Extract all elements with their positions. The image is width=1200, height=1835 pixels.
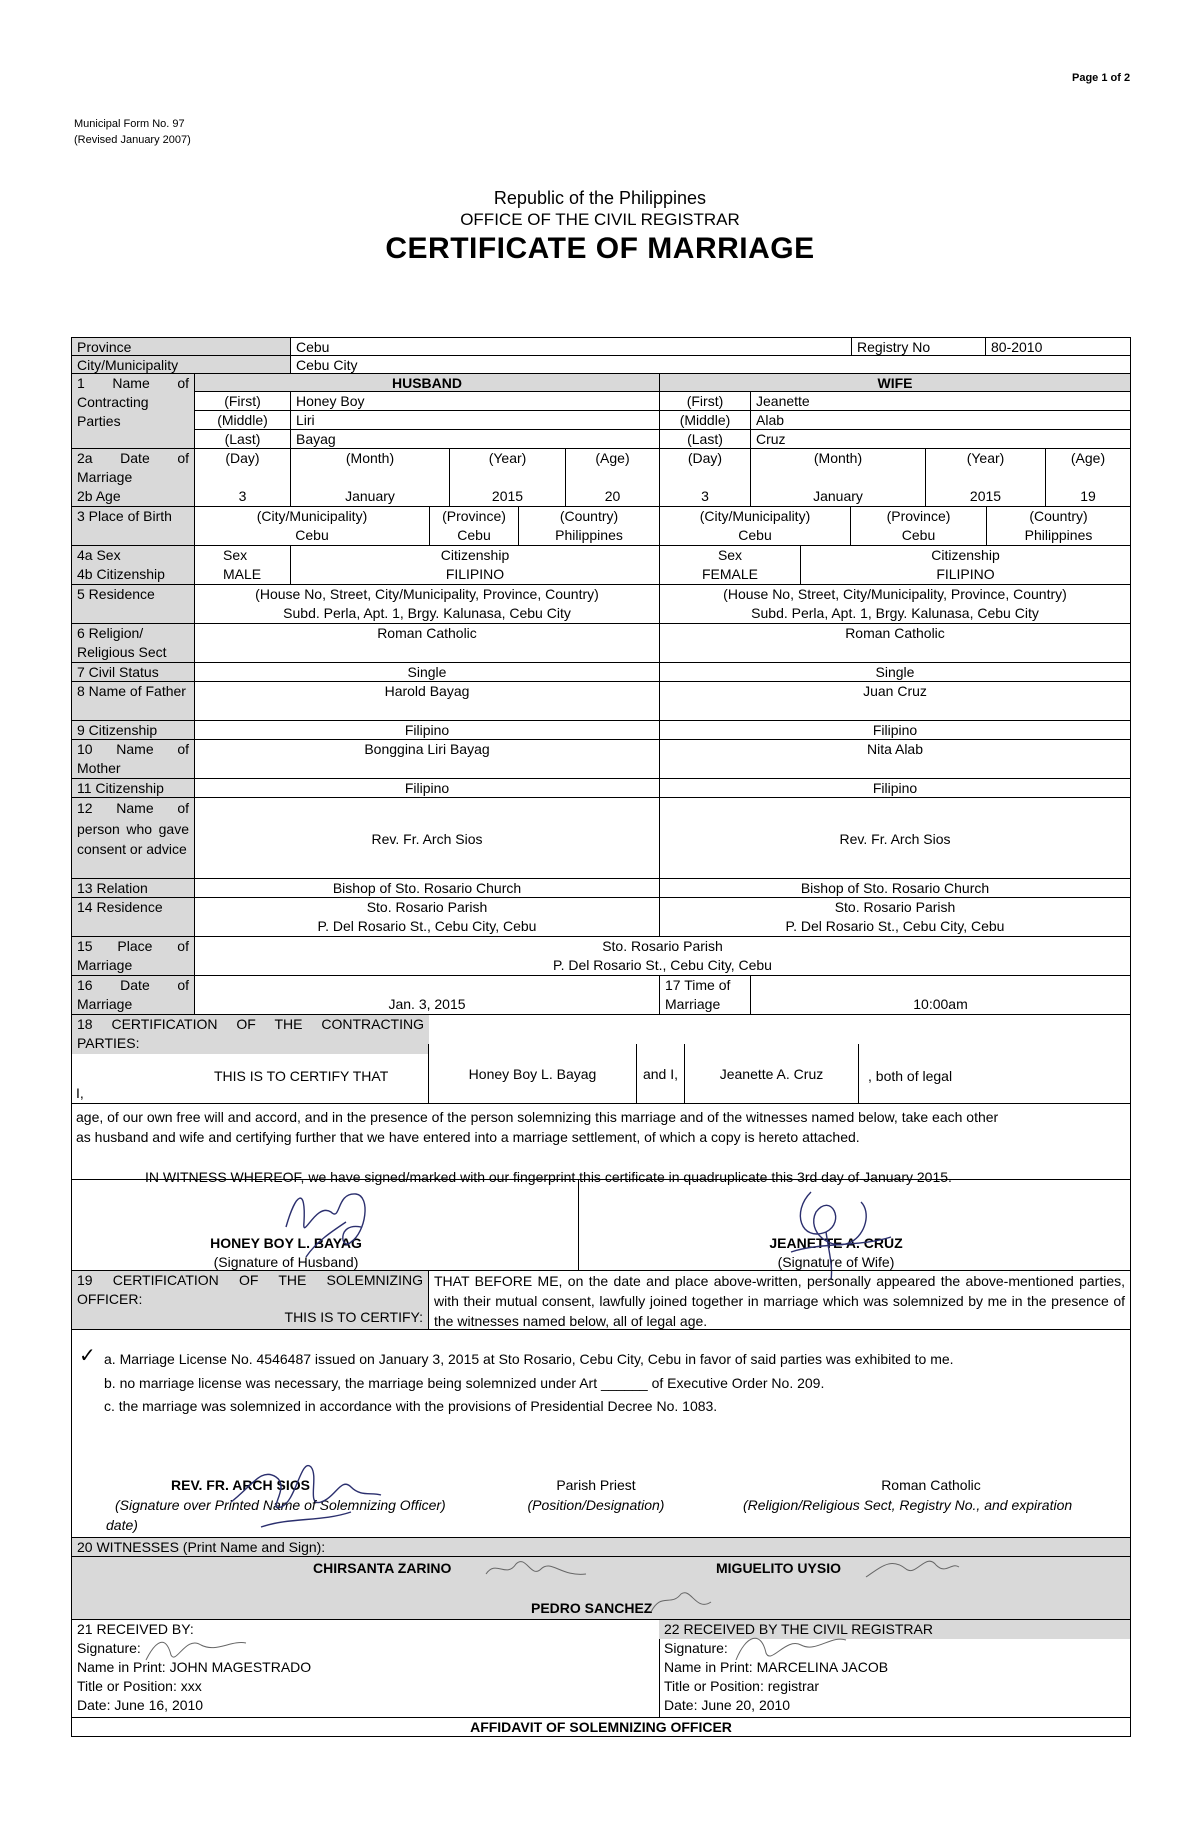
row2b-label: 2b Age	[77, 488, 121, 504]
cert19-label-box	[71, 1270, 429, 1330]
province-value: Cebu	[290, 337, 852, 356]
witness-3: PEDRO SANCHEZ	[531, 1600, 653, 1616]
wife-birth-city-cell	[659, 506, 851, 546]
row4-label	[71, 545, 195, 585]
row4a-label: 4a Sex	[77, 547, 121, 563]
husband-last-label: (Last)	[194, 429, 291, 449]
witness-3-signature-icon	[646, 1582, 716, 1622]
husband-month: January	[345, 488, 395, 504]
row10-label: 10 Name of Mother	[71, 739, 195, 779]
cert18-certify: THIS IS TO CERTIFY THAT	[214, 1068, 389, 1084]
wife-mother: Nita Alab	[659, 739, 1131, 779]
husband-day-cell	[194, 448, 291, 507]
cert18-husband: Honey Boy L. Bayag	[428, 1044, 637, 1104]
wife-day-cell	[659, 448, 751, 507]
husband-year-label: (Year)	[488, 450, 527, 466]
wife-consent-residence	[659, 897, 1131, 937]
received-22-date: Date: June 20, 2010	[664, 1697, 791, 1713]
wife-last-label: (Last)	[659, 429, 751, 449]
husband-sex-label: Sex	[223, 547, 248, 563]
husband-day-label: (Day)	[225, 450, 260, 466]
wife-signature-icon	[771, 1182, 911, 1282]
cert18-i: I,	[76, 1085, 84, 1101]
wife-middle-label: (Middle)	[659, 410, 751, 430]
received-22-signature-icon	[731, 1625, 851, 1665]
row15-label: 15 Place of Marriage	[71, 936, 195, 976]
husband-consent-residence	[194, 897, 660, 937]
wife-residence-hint: (House No, Street, City/Municipality, Province, Country)	[723, 586, 1067, 602]
husband-sex-cell	[194, 545, 291, 585]
wife-citizenship: FILIPINO	[936, 566, 995, 582]
wife-first: Jeanette	[750, 391, 1131, 411]
row12-label: 12 Name of person who gave consent or advice	[71, 797, 195, 879]
husband-citizenship-cell	[290, 545, 660, 585]
husband-residence-cell	[194, 584, 660, 624]
husband-sex: MALE	[223, 566, 262, 582]
marriage-place-line1: Sto. Rosario Parish	[602, 938, 723, 954]
husband-last: Bayag	[290, 429, 660, 449]
registry-value: 80-2010	[985, 337, 1131, 356]
form-revision: (Revised January 2007)	[74, 134, 191, 146]
row5-label: 5 Residence	[71, 584, 195, 624]
cert19-certify: THIS IS TO CERTIFY:	[284, 1309, 423, 1325]
wife-residence: Subd. Perla, Apt. 1, Brgy. Kalunasa, Cebu City	[751, 605, 1039, 621]
wife-birth-prov: Cebu	[901, 527, 936, 543]
husband-signature-icon	[276, 1182, 396, 1262]
wife-sex: FEMALE	[701, 566, 758, 582]
republic-heading: Republic of the Philippines	[493, 188, 707, 208]
witness-1: CHIRSANTA ZARINO	[313, 1560, 452, 1576]
marriage-date: Jan. 3, 2015	[194, 975, 660, 1015]
received-22-label: 22 RECEIVED BY THE CIVIL REGISTRAR	[659, 1620, 1130, 1639]
husband-citizenship: FILIPINO	[445, 566, 505, 582]
wife-sex-label: Sex	[717, 547, 743, 563]
husband-age-label: (Age)	[595, 450, 630, 466]
officer-signature-icon	[221, 1447, 391, 1537]
row14-label: 14 Residence	[71, 897, 195, 937]
husband-age: 20	[604, 488, 621, 504]
husband-religion: Roman Catholic	[194, 623, 660, 663]
wife-birth-city: Cebu	[738, 527, 772, 543]
office-heading: OFFICE OF THE CIVIL REGISTRAR	[460, 210, 740, 229]
row2a-label: 2a Date of Marriage	[77, 450, 189, 485]
husband-citymun-label: (City/Municipality)	[256, 508, 368, 524]
cert19-text: THAT BEFORE ME, on the date and place above-written, personally appeared the above-mentioned parties, with their mutual consent, lawfully joined together in marriage which was solemnized by me in the presence of the witnesses named below, all of legal age.	[428, 1270, 1131, 1330]
row7-label: 7 Civil Status	[71, 662, 195, 682]
wife-age: 19	[1080, 488, 1096, 504]
wife-printed-name: JEANETTE A. CRUZ	[769, 1235, 903, 1251]
option-c: c. the marriage was solemnized in accordance with the provisions of Presidential Decree No. 1083.	[104, 1398, 718, 1414]
husband-age-cell	[565, 448, 660, 507]
wife-year: 2015	[969, 488, 1002, 504]
wife-last: Cruz	[750, 429, 1131, 449]
officer-position-caption: (Position/Designation)	[527, 1497, 665, 1513]
wife-relation: Bishop of Sto. Rosario Church	[659, 878, 1131, 898]
cert18-label: 18 CERTIFICATION OF THE CONTRACTING PARTIES:	[71, 1014, 429, 1054]
wife-age-label: (Age)	[1070, 450, 1106, 466]
cert19-label: 19 CERTIFICATION OF THE SOLEMNIZING OFFICER:	[77, 1272, 423, 1307]
row6-label: 6 Religion/ Religious Sect	[71, 623, 195, 663]
husband-prov-label: (Province)	[442, 508, 506, 524]
row8-label: 8 Name of Father	[71, 681, 195, 721]
wife-mother-citizenship: Filipino	[659, 778, 1131, 798]
city-value: Cebu City	[290, 355, 1131, 374]
wife-consent-res-line1: Sto. Rosario Parish	[834, 899, 956, 915]
husband-residence: Subd. Perla, Apt. 1, Brgy. Kalunasa, Cebu City	[283, 605, 571, 621]
check-icon: ✓	[79, 1345, 96, 1367]
wife-month-cell	[750, 448, 926, 507]
husband-mother: Bonggina Liri Bayag	[194, 739, 660, 779]
wife-consent-res-line2: P. Del Rosario St., Cebu City, Cebu	[785, 918, 1005, 934]
option-b: b. no marriage license was necessary, the marriage being solemnized under Art ______ of Executive Order No. 209.	[104, 1375, 825, 1391]
husband-birth-prov: Cebu	[457, 527, 491, 543]
husband-day: 3	[238, 488, 247, 504]
row11-label: 11 Citizenship	[71, 778, 195, 798]
marriage-form	[71, 337, 1131, 1737]
marriage-time: 10:00am	[750, 975, 1131, 1015]
row2-label	[71, 448, 195, 507]
received-21-signature-icon	[141, 1625, 251, 1665]
wife-residence-cell	[659, 584, 1131, 624]
cert18-text2: as husband and wife and certifying further that we have entered into a marriage settlement, of which a copy is hereto attached.	[76, 1129, 860, 1145]
received-22-signature-label: Signature:	[664, 1640, 728, 1656]
city-label: City/Municipality	[71, 355, 291, 374]
page-number: Page 1 of 2	[1072, 72, 1131, 84]
row4b-label: 4b Citizenship	[77, 566, 165, 582]
registry-label: Registry No	[851, 337, 986, 356]
husband-year-cell	[449, 448, 566, 507]
received-21-signature-label: Signature:	[77, 1640, 141, 1656]
row16-label: 16 Date of Marriage	[71, 975, 195, 1015]
husband-birth-city: Cebu	[295, 527, 329, 543]
received-22-title: Title or Position: registrar	[664, 1678, 820, 1694]
received-21-label: 21 RECEIVED BY:	[77, 1621, 194, 1637]
husband-birth-city-cell	[194, 506, 430, 546]
cert18-divider	[71, 1103, 1131, 1104]
witnesses-label: 20 WITNESSES (Print Name and Sign):	[71, 1537, 1131, 1557]
witness-2-signature-icon	[861, 1547, 961, 1587]
wife-day-label: (Day)	[687, 450, 723, 466]
husband-consent: Rev. Fr. Arch Sios	[194, 797, 660, 879]
officer-religion: Roman Catholic	[881, 1477, 981, 1493]
row1-label: 1 Name of Contracting Parties	[71, 373, 195, 449]
wife-first-label: (First)	[659, 391, 751, 411]
husband-father-citizenship: Filipino	[194, 720, 660, 740]
marriage-place	[194, 936, 1131, 976]
wife-citymun-label: (City/Municipality)	[699, 508, 811, 524]
wife-age-cell	[1045, 448, 1131, 507]
wife-middle: Alab	[750, 410, 1131, 430]
officer-name: REV. FR. ARCH SIOS	[171, 1477, 310, 1493]
husband-printed-name: HONEY BOY L. BAYAG	[210, 1235, 362, 1251]
officer-position: Parish Priest	[556, 1477, 636, 1493]
husband-middle: Liri	[290, 410, 660, 430]
wife-country-label: (Country)	[1029, 508, 1088, 524]
husband-civil-status: Single	[194, 662, 660, 682]
husband-consent-res-line1: Sto. Rosario Parish	[366, 899, 488, 915]
wife-consent: Rev. Fr. Arch Sios	[659, 797, 1131, 879]
received-21-name: Name in Print: JOHN MAGESTRADO	[77, 1659, 312, 1675]
witness-1-signature-icon	[481, 1549, 591, 1589]
wife-father-citizenship: Filipino	[659, 720, 1131, 740]
received-22-name: Name in Print: MARCELINA JACOB	[664, 1659, 889, 1675]
husband-consent-res-line2: P. Del Rosario St., Cebu City, Cebu	[317, 918, 537, 934]
marriage-place-line2: P. Del Rosario St., Cebu City, Cebu	[553, 957, 772, 973]
wife-month-label: (Month)	[813, 450, 863, 466]
husband-header: HUSBAND	[194, 373, 660, 392]
province-label: Province	[71, 337, 291, 356]
husband-birth-country-cell	[518, 506, 660, 546]
husband-father: Harold Bayag	[194, 681, 660, 721]
cert18-both: , both of legal	[868, 1068, 953, 1084]
husband-residence-hint: (House No, Street, City/Municipality, Province, Country)	[255, 586, 599, 602]
row3-label: 3 Place of Birth	[71, 506, 195, 546]
husband-month-cell	[290, 448, 450, 507]
wife-birth-country-cell	[986, 506, 1131, 546]
wife-caption: (Signature of Wife)	[777, 1254, 895, 1270]
wife-day: 3	[701, 488, 709, 504]
received-21-title: Title or Position: xxx	[77, 1678, 202, 1694]
wife-civil-status: Single	[659, 662, 1131, 682]
cert18-wife: Jeanette A. Cruz	[684, 1044, 859, 1104]
wife-birth-country: Philippines	[1024, 527, 1093, 543]
husband-month-label: (Month)	[345, 450, 395, 466]
husband-first: Honey Boy	[290, 391, 660, 411]
officer-religion-caption: (Religion/Religious Sect, Registry No., and expiration	[743, 1497, 1073, 1513]
cert18-and: and I,	[636, 1044, 685, 1104]
husband-birth-country: Philippines	[555, 527, 623, 543]
husband-birth-prov-cell	[429, 506, 519, 546]
wife-month: January	[813, 488, 863, 504]
husband-first-label: (First)	[194, 391, 291, 411]
husband-country-label: (Country)	[559, 508, 619, 524]
cert18-text1: age, of our own free will and accord, and in the presence of the person solemnizing this marriage and of the witnesses named below, take each other	[76, 1109, 999, 1125]
received-right	[659, 1619, 1131, 1718]
wife-citizenship-cell	[800, 545, 1131, 585]
wife-religion: Roman Catholic	[659, 623, 1131, 663]
certificate-title: CERTIFICATE OF MARRIAGE	[385, 232, 815, 265]
form-number-label: Municipal Form No. 97	[74, 118, 185, 130]
wife-header: WIFE	[659, 373, 1131, 392]
option-a: a. Marriage License No. 4546487 issued on January 3, 2015 at Sto Rosario, Cebu City, Cebu in favor of said parties was exhibited to me.	[104, 1351, 954, 1367]
husband-relation: Bishop of Sto. Rosario Church	[194, 878, 660, 898]
wife-prov-label: (Province)	[886, 508, 951, 524]
husband-middle-label: (Middle)	[194, 410, 291, 430]
husband-year: 2015	[491, 488, 524, 504]
affidavit-title: AFFIDAVIT OF SOLEMNIZING OFFICER	[71, 1717, 1131, 1737]
row9-label: 9 Citizenship	[71, 720, 195, 740]
received-21-date: Date: June 16, 2010	[77, 1697, 204, 1713]
witness-2: MIGUELITO UYSIO	[716, 1560, 841, 1576]
officer-caption: (Signature over Printed Name of Solemnizing Officer)	[115, 1497, 446, 1513]
cert18-witness: IN WITNESS WHEREOF, we have signed/marked with our fingerprint this certificate in quadruplicate this 3rd day of January 2015.	[145, 1169, 952, 1185]
wife-sex-cell	[659, 545, 801, 585]
wife-year-cell	[925, 448, 1046, 507]
wife-father: Juan Cruz	[659, 681, 1131, 721]
wife-citizenship-label: Citizenship	[931, 547, 1000, 563]
husband-caption: (Signature of Husband)	[213, 1254, 359, 1270]
row13-label: 13 Relation	[71, 878, 195, 898]
husband-mother-citizenship: Filipino	[194, 778, 660, 798]
wife-birth-prov-cell	[850, 506, 987, 546]
husband-citizenship-label: Citizenship	[440, 547, 510, 563]
row17-label: 17 Time of Marriage	[659, 975, 751, 1015]
officer-caption-2: date)	[106, 1517, 138, 1533]
form-number	[74, 116, 191, 148]
wife-year-label: (Year)	[966, 450, 1005, 466]
